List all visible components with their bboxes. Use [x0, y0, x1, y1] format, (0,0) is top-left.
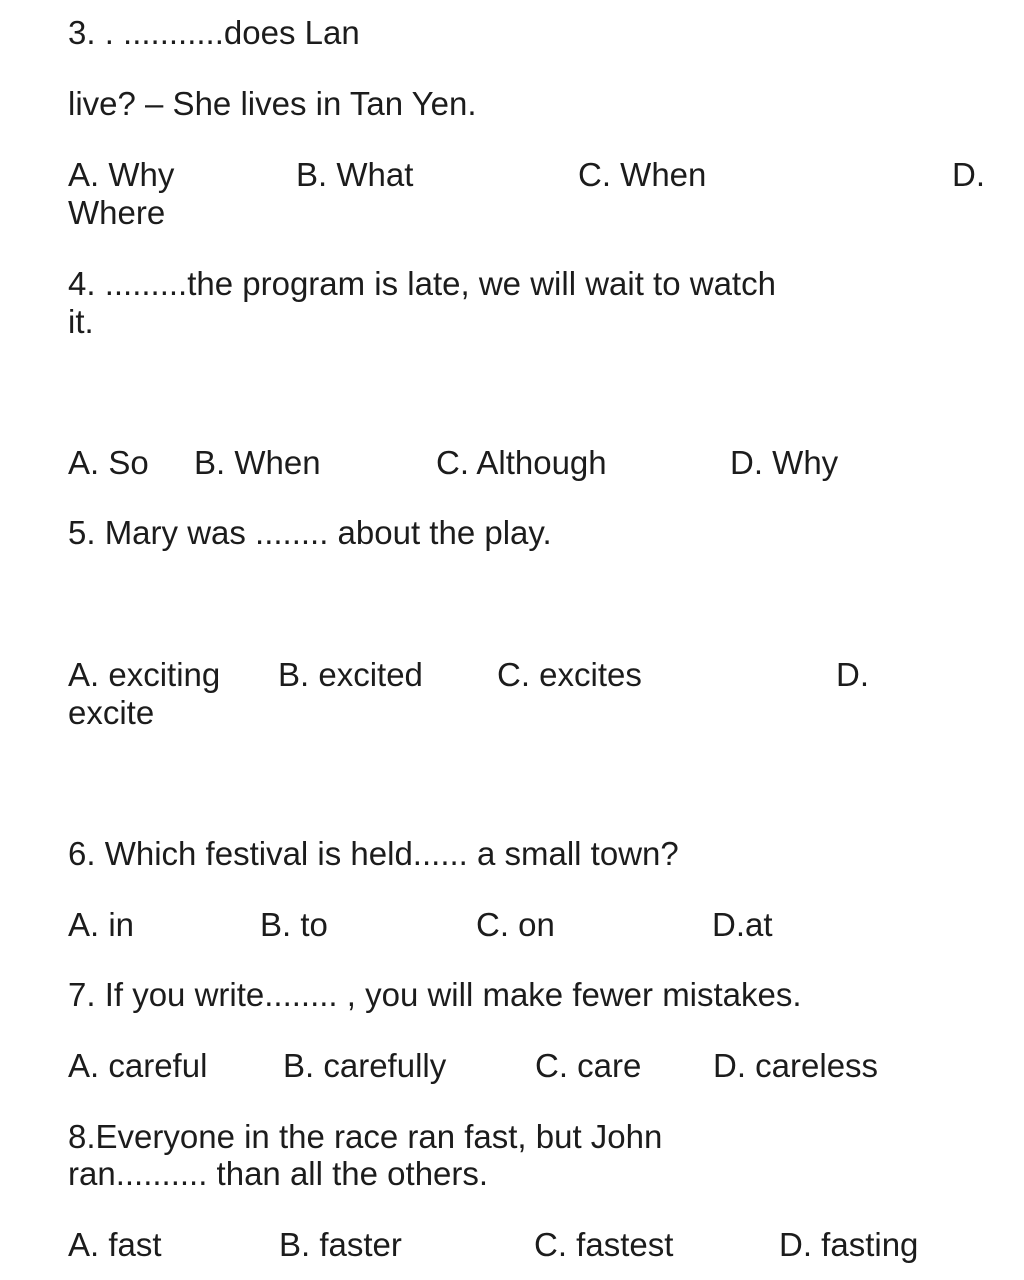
question-3-stem: 3. . ...........does Lan — [68, 14, 360, 51]
question-8-option-b: B. faster — [279, 1226, 402, 1263]
question-3-stem-continued: live? – She lives in Tan Yen. — [68, 85, 477, 122]
question-6-option-a: A. in — [68, 906, 135, 943]
question-5-option-d-text: excite — [68, 694, 155, 731]
question-4-stem-continued: it. — [68, 303, 94, 340]
question-5-stem: 5. Mary was ........ about the play. — [68, 514, 552, 551]
question-6-option-b: B. to — [260, 906, 328, 943]
question-8-option-a: A. fast — [68, 1226, 162, 1263]
question-5-option-a: A. exciting — [68, 656, 221, 693]
question-7-stem: 7. If you write........ , you will make fewer mistakes. — [68, 976, 802, 1013]
question-6-stem: 6. Which festival is held...... a small town? — [68, 835, 679, 872]
question-6-option-d: D.at — [712, 906, 773, 943]
question-8-option-c: C. fastest — [534, 1226, 674, 1263]
question-6-option-c: C. on — [476, 906, 555, 943]
question-5-option-d: D. — [836, 656, 869, 693]
question-3-option-d: D. — [952, 156, 985, 193]
question-4-option-c: C. Although — [436, 444, 607, 481]
question-8-option-d: D. fasting — [779, 1226, 919, 1263]
question-4-option-a: A. So — [68, 444, 149, 481]
question-5-option-c: C. excites — [497, 656, 642, 693]
question-4-stem: 4. .........the program is late, we will wait to watch — [68, 265, 776, 302]
question-7-option-d: D. careless — [713, 1047, 879, 1084]
question-5-option-b: B. excited — [278, 656, 423, 693]
question-8-stem-continued: ran.......... than all the others. — [68, 1155, 489, 1192]
question-7-option-a: A. careful — [68, 1047, 208, 1084]
question-3-option-c: C. When — [578, 156, 707, 193]
question-7-option-c: C. care — [535, 1047, 642, 1084]
question-3-option-d-text: Where — [68, 194, 166, 231]
question-3-option-b: B. What — [296, 156, 414, 193]
question-7-option-b: B. carefully — [283, 1047, 447, 1084]
question-3-option-a: A. Why — [68, 156, 175, 193]
question-4-option-d: D. Why — [730, 444, 839, 481]
question-8-stem: 8.Everyone in the race ran fast, but John — [68, 1118, 663, 1155]
question-4-option-b: B. When — [194, 444, 321, 481]
